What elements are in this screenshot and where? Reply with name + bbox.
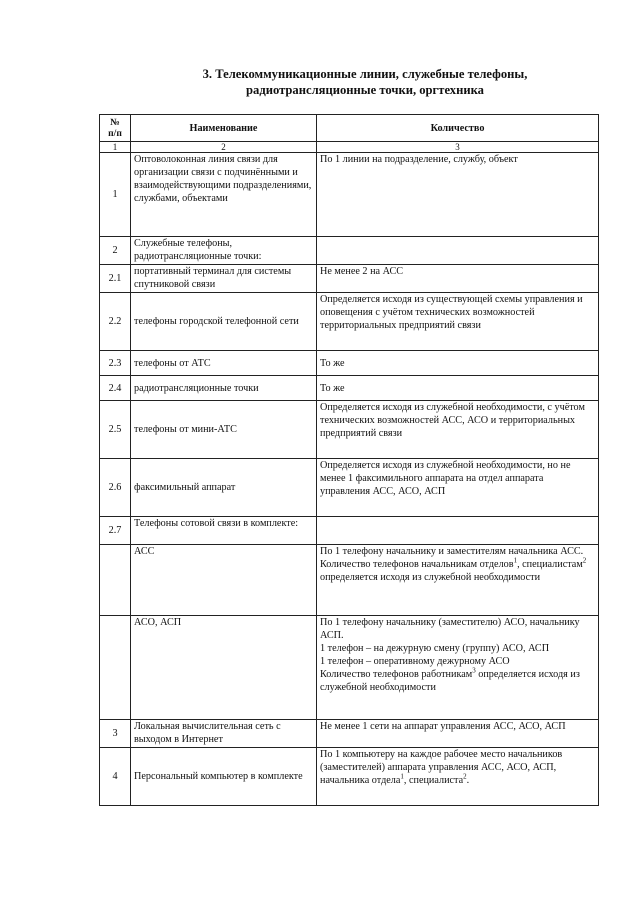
row-name: радиотрансляционные точки (131, 376, 317, 401)
quantity-line: По 1 телефону начальнику и заместителям начальника АСС. (320, 546, 584, 557)
row-number: 2.4 (100, 376, 131, 401)
row-quantity (317, 545, 599, 616)
quantity-line: Количество телефонов начальникам отделов$^1$, специалистам$^2$ определяется исходя из служебной необходимости (320, 556, 587, 583)
row-quantity: По 1 линии на подразделение, службу, объект (317, 153, 599, 237)
row-number (100, 616, 131, 720)
table-header-row (100, 115, 599, 142)
table-row (100, 265, 599, 293)
column-index: 1 (100, 142, 131, 153)
footnote-marker: 2 (582, 556, 587, 565)
row-quantity: Определяется исходя из существующей схемы управления и оповещения с учётом технических возможностей территориальных предприятий связи (317, 293, 599, 351)
table-row (100, 517, 599, 545)
row-name: АСС (131, 545, 317, 616)
column-index-row (100, 142, 599, 153)
table-row (100, 376, 599, 401)
row-name: Персональный компьютер в комплекте (131, 748, 317, 806)
row-quantity: По 1 компьютеру на каждое рабочее место начальников (заместителей) аппарата управления АСС, АСО, АСП, начальника отдела$^1$, специалиста$^2$. (317, 748, 599, 806)
row-number: 4 (100, 748, 131, 806)
row-number: 2.3 (100, 351, 131, 376)
row-name: Локальная вычислительная сеть с выходом в Интернет (131, 720, 317, 748)
row-quantity (317, 616, 599, 720)
footnote-marker: 2 (463, 772, 467, 781)
column-index: 2 (131, 142, 317, 153)
page-title (150, 66, 580, 98)
row-number: 2.5 (100, 401, 131, 459)
row-number: 2.2 (100, 293, 131, 351)
row-number: 2.7 (100, 517, 131, 545)
footnote-marker: 3 (472, 666, 476, 675)
row-name: факсимильный аппарат (131, 459, 317, 517)
quantity-line: 1 телефон – на дежурную смену (группу) АСО, АСП (320, 643, 550, 654)
row-number: 2.1 (100, 265, 131, 293)
row-number: 1 (100, 153, 131, 237)
quantity-line: Количество телефонов работникам$^3$ определяется исходя из служебной необходимости (320, 666, 580, 693)
quantity-line: 1 телефон – оперативному дежурному АСО (320, 656, 510, 667)
row-quantity: Не менее 1 сети на аппарат управления АСС, АСО, АСП (317, 720, 599, 748)
table-row (100, 459, 599, 517)
row-number: 2.6 (100, 459, 131, 517)
row-quantity: То же (317, 376, 599, 401)
column-index: 3 (317, 142, 599, 153)
table-row (100, 545, 599, 616)
equipment-table (99, 114, 599, 806)
row-name: АСО, АСП (131, 616, 317, 720)
row-name: телефоны городской телефонной сети (131, 293, 317, 351)
header-number: № п/п (100, 115, 131, 142)
row-number (100, 545, 131, 616)
table-row (100, 237, 599, 265)
row-name: телефоны от мини-АТС (131, 401, 317, 459)
footnote-marker: 1 (513, 556, 518, 565)
row-quantity: Определяется исходя из служебной необходимости, но не менее 1 факсимильного аппарата на отдел аппарата управления АСС, АСО, АСП (317, 459, 599, 517)
table-row (100, 720, 599, 748)
table-row (100, 748, 599, 806)
table-row (100, 616, 599, 720)
page-title-line-2: радиотрансляционные точки, оргтехника (246, 83, 484, 97)
quantity-line: По 1 телефону начальнику (заместителю) АСО, начальнику АСП. (320, 617, 580, 641)
row-quantity: Не менее 2 на АСС (317, 265, 599, 293)
page-title-line-1: 3. Телекоммуникационные линии, служебные телефоны, (202, 67, 528, 81)
footnote-marker: 1 (400, 772, 404, 781)
row-quantity (317, 237, 599, 265)
table-row (100, 293, 599, 351)
row-name: Служебные телефоны, радиотрансляционные точки: (131, 237, 317, 265)
row-name: телефоны от АТС (131, 351, 317, 376)
row-number: 3 (100, 720, 131, 748)
row-quantity: Определяется исходя из служебной необходимости, с учётом технических возможностей АСС, АСО и территориальных предприятий связи (317, 401, 599, 459)
header-name: Наименование (131, 115, 317, 142)
row-name: Оптоволоконная линия связи для организации связи с подчинёнными и взаимодействующими подразделениями, службами, объектами (131, 153, 317, 237)
row-quantity (317, 517, 599, 545)
row-number: 2 (100, 237, 131, 265)
row-quantity: То же (317, 351, 599, 376)
header-quantity: Количество (317, 115, 599, 142)
table-row (100, 153, 599, 237)
row-name: портативный терминал для системы спутниковой связи (131, 265, 317, 293)
table-row (100, 401, 599, 459)
row-name: Телефоны сотовой связи в комплекте: (131, 517, 317, 545)
table-row (100, 351, 599, 376)
